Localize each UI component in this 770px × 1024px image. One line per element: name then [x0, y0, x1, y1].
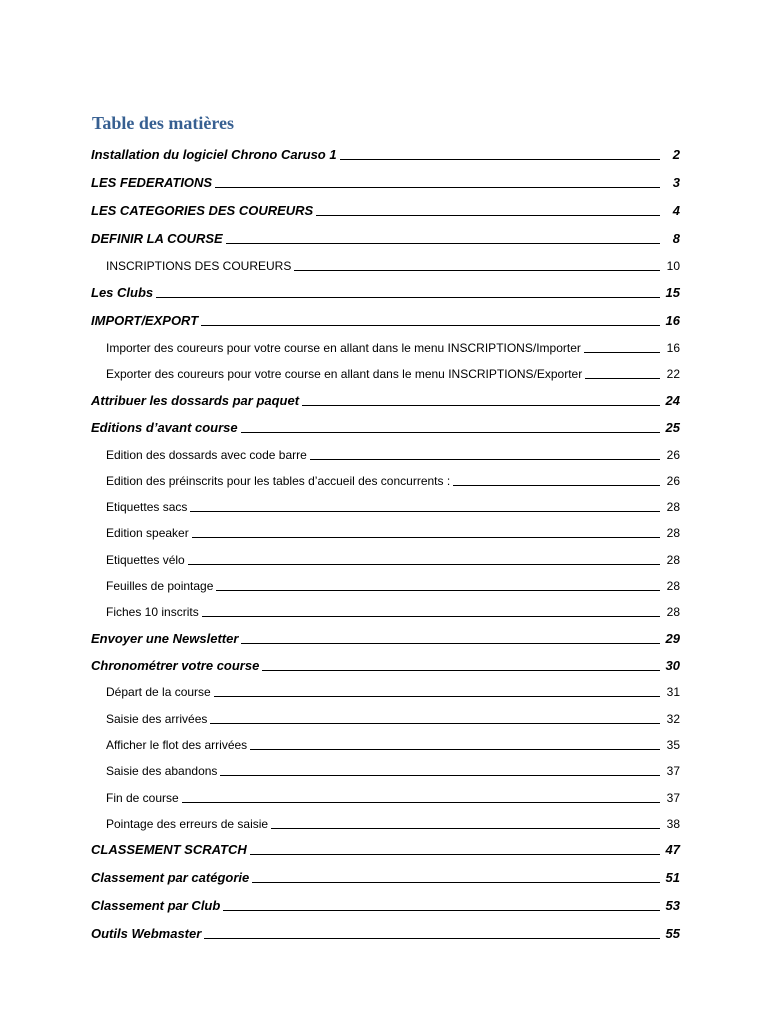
toc-page-number: 29 — [665, 631, 680, 646]
toc-entry[interactable] — [91, 312, 680, 330]
toc-title: Table des matières — [92, 113, 234, 133]
toc-entry-title: Classement par catégorie — [91, 870, 250, 885]
toc-leader-line — [294, 270, 660, 271]
toc-page-number: 4 — [672, 203, 680, 218]
toc-leader-line — [262, 670, 659, 671]
toc-leader-line — [252, 882, 659, 883]
toc-leader-line — [453, 485, 660, 486]
toc-leader-line — [585, 378, 660, 379]
toc-page-number: 47 — [665, 842, 680, 857]
toc-page-number: 10 — [666, 259, 680, 273]
toc-leader-line — [241, 432, 660, 433]
toc-entry[interactable] — [91, 657, 680, 675]
toc-leader-line — [202, 616, 660, 617]
toc-leader-line — [201, 325, 659, 326]
toc-leader-line — [250, 854, 660, 855]
toc-page-number: 8 — [672, 231, 680, 246]
toc-leader-line — [271, 828, 660, 829]
toc-subentry[interactable] — [106, 339, 680, 357]
toc-leader-line — [310, 459, 660, 460]
toc-leader-line — [250, 749, 660, 750]
toc-entry-title: Feuilles de pointage — [106, 579, 214, 593]
toc-entry[interactable] — [91, 392, 680, 410]
toc-entry-title: Importer des coureurs pour votre course en allant dans le menu INSCRIPTIONS/Importer — [106, 341, 581, 355]
toc-entry-title: LES CATEGORIES DES COUREURS — [91, 203, 314, 218]
toc-entry-title: Edition des dossards avec code barre — [106, 448, 307, 462]
toc-entry[interactable] — [91, 419, 680, 437]
toc-entry-title: Fin de course — [106, 791, 179, 805]
toc-page-number: 53 — [665, 898, 680, 913]
toc-subentry[interactable] — [106, 762, 680, 780]
toc-entry-title: Editions d’avant course — [91, 420, 238, 435]
toc-entry-title: DEFINIR LA COURSE — [91, 231, 223, 246]
toc-entry-title: Saisie des arrivées — [106, 712, 208, 726]
toc-subentry[interactable] — [106, 815, 680, 833]
toc-leader-line — [204, 938, 659, 939]
toc-subentry[interactable] — [106, 472, 680, 490]
toc-subentry[interactable] — [106, 577, 680, 595]
toc-entry[interactable] — [91, 284, 680, 302]
toc-entry-title: INSCRIPTIONS DES COUREURS — [106, 259, 292, 273]
toc-entry-title: Pointage des erreurs de saisie — [106, 817, 269, 831]
toc-entry[interactable] — [91, 202, 680, 220]
toc-leader-line — [226, 243, 660, 244]
toc-page-number: 16 — [665, 313, 680, 328]
toc-entry[interactable] — [91, 869, 680, 887]
toc-entry-title: Etiquettes vélo — [106, 553, 185, 567]
toc-leader-line — [188, 564, 660, 565]
toc-entry-title: Les Clubs — [91, 285, 154, 300]
toc-entry-title: Chronométrer votre course — [91, 658, 260, 673]
toc-subentry[interactable] — [106, 446, 680, 464]
toc-page-number: 35 — [666, 738, 680, 752]
toc-page-number: 28 — [666, 579, 680, 593]
toc-leader-line — [316, 215, 660, 216]
toc-page-number: 28 — [666, 500, 680, 514]
toc-leader-line — [223, 910, 659, 911]
toc-entry[interactable] — [91, 630, 680, 648]
toc-entry-title: Edition des préinscrits pour les tables d’accueil des concurrents : — [106, 474, 451, 488]
toc-entry-title: Classement par Club — [91, 898, 221, 913]
toc-leader-line — [216, 590, 660, 591]
toc-page-number: 16 — [666, 341, 680, 355]
toc-page-number: 26 — [666, 448, 680, 462]
toc-page-number: 24 — [665, 393, 680, 408]
toc-entry[interactable] — [91, 841, 680, 859]
toc-entry-title: Outils Webmaster — [91, 926, 202, 941]
toc-page-number: 51 — [665, 870, 680, 885]
toc-leader-line — [302, 405, 659, 406]
toc-leader-line — [584, 352, 660, 353]
toc-entry[interactable] — [91, 897, 680, 915]
toc-entry-title: Afficher le flot des arrivées — [106, 738, 248, 752]
toc-entry-title: Edition speaker — [106, 526, 189, 540]
toc-entry-title: Saisie des abandons — [106, 764, 218, 778]
toc-leader-line — [156, 297, 659, 298]
toc-leader-line — [210, 723, 660, 724]
toc-page-number: 2 — [672, 147, 680, 162]
toc-page-number: 30 — [665, 658, 680, 673]
toc-subentry[interactable] — [106, 365, 680, 383]
toc-subentry[interactable] — [106, 683, 680, 701]
toc-entry[interactable] — [91, 230, 680, 248]
toc-page-number: 28 — [666, 526, 680, 540]
toc-subentry[interactable] — [106, 498, 680, 516]
toc-leader-line — [214, 696, 660, 697]
toc-leader-line — [340, 159, 660, 160]
toc-entry-title: Départ de la course — [106, 685, 211, 699]
toc-page-number: 15 — [665, 285, 680, 300]
toc-entry-title: Installation du logiciel Chrono Caruso 1 — [91, 147, 337, 162]
toc-entry-title: IMPORT/EXPORT — [91, 313, 199, 328]
toc-entry-title: Etiquettes sacs — [106, 500, 188, 514]
toc-leader-line — [220, 775, 660, 776]
toc-subentry[interactable] — [106, 257, 680, 275]
toc-subentry[interactable] — [106, 710, 680, 728]
toc-page-number: 28 — [666, 605, 680, 619]
toc-leader-line — [190, 511, 660, 512]
toc-page-number: 26 — [666, 474, 680, 488]
toc-subentry[interactable] — [106, 603, 680, 621]
toc-page-number: 3 — [672, 175, 680, 190]
toc-leader-line — [182, 802, 660, 803]
toc-page-number: 37 — [666, 791, 680, 805]
toc-leader-line — [241, 643, 659, 644]
toc-subentry[interactable] — [106, 789, 680, 807]
toc-page-number: 25 — [665, 420, 680, 435]
toc-entry-title: CLASSEMENT SCRATCH — [91, 842, 247, 857]
toc-entry-title: LES FEDERATIONS — [91, 175, 213, 190]
toc-page-number: 28 — [666, 553, 680, 567]
toc-entry[interactable] — [91, 174, 680, 192]
toc-page-number: 31 — [666, 685, 680, 699]
toc-page-number: 22 — [666, 367, 680, 381]
toc-entry[interactable] — [91, 925, 680, 943]
toc-entry[interactable] — [91, 146, 680, 164]
toc-entry-title: Envoyer une Newsletter — [91, 631, 239, 646]
toc-leader-line — [192, 537, 660, 538]
toc-page-number: 32 — [666, 712, 680, 726]
toc-subentry[interactable] — [106, 524, 680, 542]
toc-entry-title: Attribuer les dossards par paquet — [91, 393, 300, 408]
toc-subentry[interactable] — [106, 736, 680, 754]
toc-leader-line — [215, 187, 660, 188]
toc-page-number: 38 — [666, 817, 680, 831]
toc-subentry[interactable] — [106, 551, 680, 569]
toc-page-number: 55 — [665, 926, 680, 941]
toc-entry-title: Fiches 10 inscrits — [106, 605, 199, 619]
toc-page-number: 37 — [666, 764, 680, 778]
toc-entry-title: Exporter des coureurs pour votre course en allant dans le menu INSCRIPTIONS/Exporter — [106, 367, 583, 381]
